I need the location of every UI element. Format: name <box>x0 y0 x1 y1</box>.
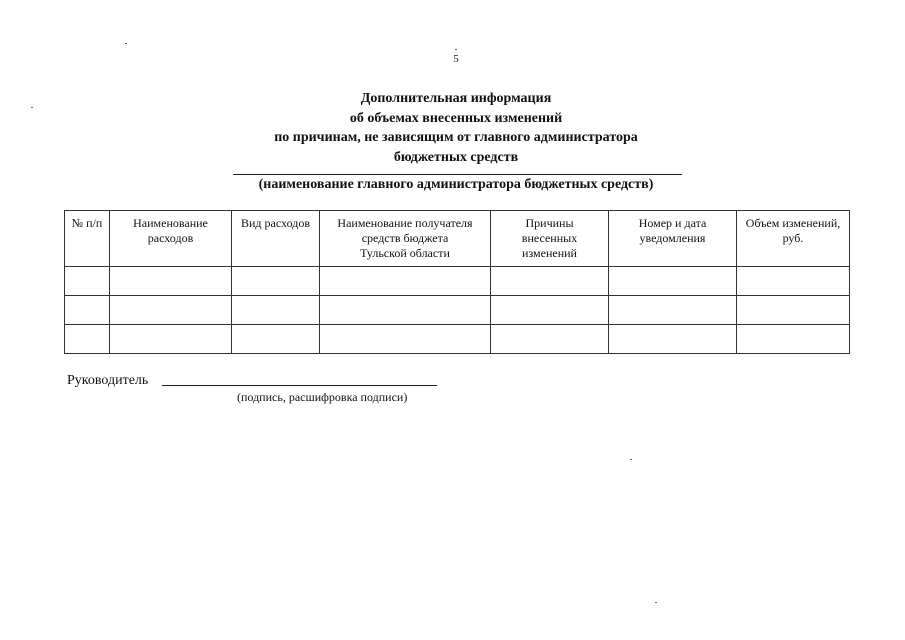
title-line: Дополнительная информация <box>360 91 552 106</box>
table-cell <box>320 267 491 296</box>
table-row <box>65 296 850 325</box>
table-cell <box>232 296 320 325</box>
table-cell <box>320 325 491 354</box>
table-cell <box>609 325 737 354</box>
signature-label: Руководитель <box>67 373 149 388</box>
header-line: Номер и дата <box>638 216 707 230</box>
header-line: уведомления <box>639 231 706 245</box>
table-cell <box>232 267 320 296</box>
header-line: Причины <box>525 216 574 230</box>
header-line: Тульской области <box>360 246 450 260</box>
header-line: внесенных <box>521 231 578 245</box>
table-cell <box>491 296 609 325</box>
table-cell <box>232 325 320 354</box>
header-line: расходов <box>147 231 194 245</box>
table-cell <box>320 296 491 325</box>
table-header-cell <box>609 211 737 267</box>
signature-line <box>162 385 437 386</box>
table-cell <box>609 267 737 296</box>
scan-speck <box>31 107 33 108</box>
page-number: 5 <box>453 53 459 65</box>
header-line: № п/п <box>71 216 103 230</box>
table-header-cell <box>320 211 491 267</box>
header-line: изменений <box>522 246 577 260</box>
table-header-row <box>65 211 850 267</box>
changes-table <box>64 210 850 354</box>
table-header-cell <box>232 211 320 267</box>
table-cell <box>737 325 850 354</box>
admin-name-line <box>233 174 682 175</box>
title-line: об объемах внесенных изменений <box>349 110 563 126</box>
header-line: руб. <box>782 231 804 245</box>
signature-caption: (подпись, расшифровка подписи) <box>237 390 408 404</box>
table-cell <box>65 296 110 325</box>
table-cell <box>491 325 609 354</box>
document-title <box>0 89 905 167</box>
table-cell <box>491 267 609 296</box>
header-line: Наименование <box>133 216 208 230</box>
table-header-cell <box>491 211 609 267</box>
table-header-cell <box>110 211 232 267</box>
scan-speck <box>630 459 632 460</box>
title-line: по причинам, не зависящим от главного администратора <box>274 130 638 145</box>
table-cell <box>65 267 110 296</box>
table-cell <box>609 296 737 325</box>
table-row <box>65 325 850 354</box>
title-line: бюджетных средств <box>393 149 519 165</box>
table-cell <box>110 296 232 325</box>
table-cell <box>737 296 850 325</box>
table-body <box>65 267 850 354</box>
table-cell <box>110 325 232 354</box>
scan-speck <box>455 49 457 50</box>
scan-speck <box>125 43 127 44</box>
header-line: Вид расходов <box>241 216 310 230</box>
scan-speck <box>655 602 657 603</box>
table-header-cell <box>737 211 850 267</box>
admin-name-caption: (наименование главного администратора бюджетных средств) <box>258 177 654 192</box>
table-row <box>65 267 850 296</box>
header-line: Объем изменений, <box>745 216 841 230</box>
header-line: Наименование получателя <box>337 216 473 230</box>
header-line: средств бюджета <box>361 231 449 245</box>
table-header-cell <box>65 211 110 267</box>
table-cell <box>737 267 850 296</box>
table-cell <box>65 325 110 354</box>
table-cell <box>110 267 232 296</box>
